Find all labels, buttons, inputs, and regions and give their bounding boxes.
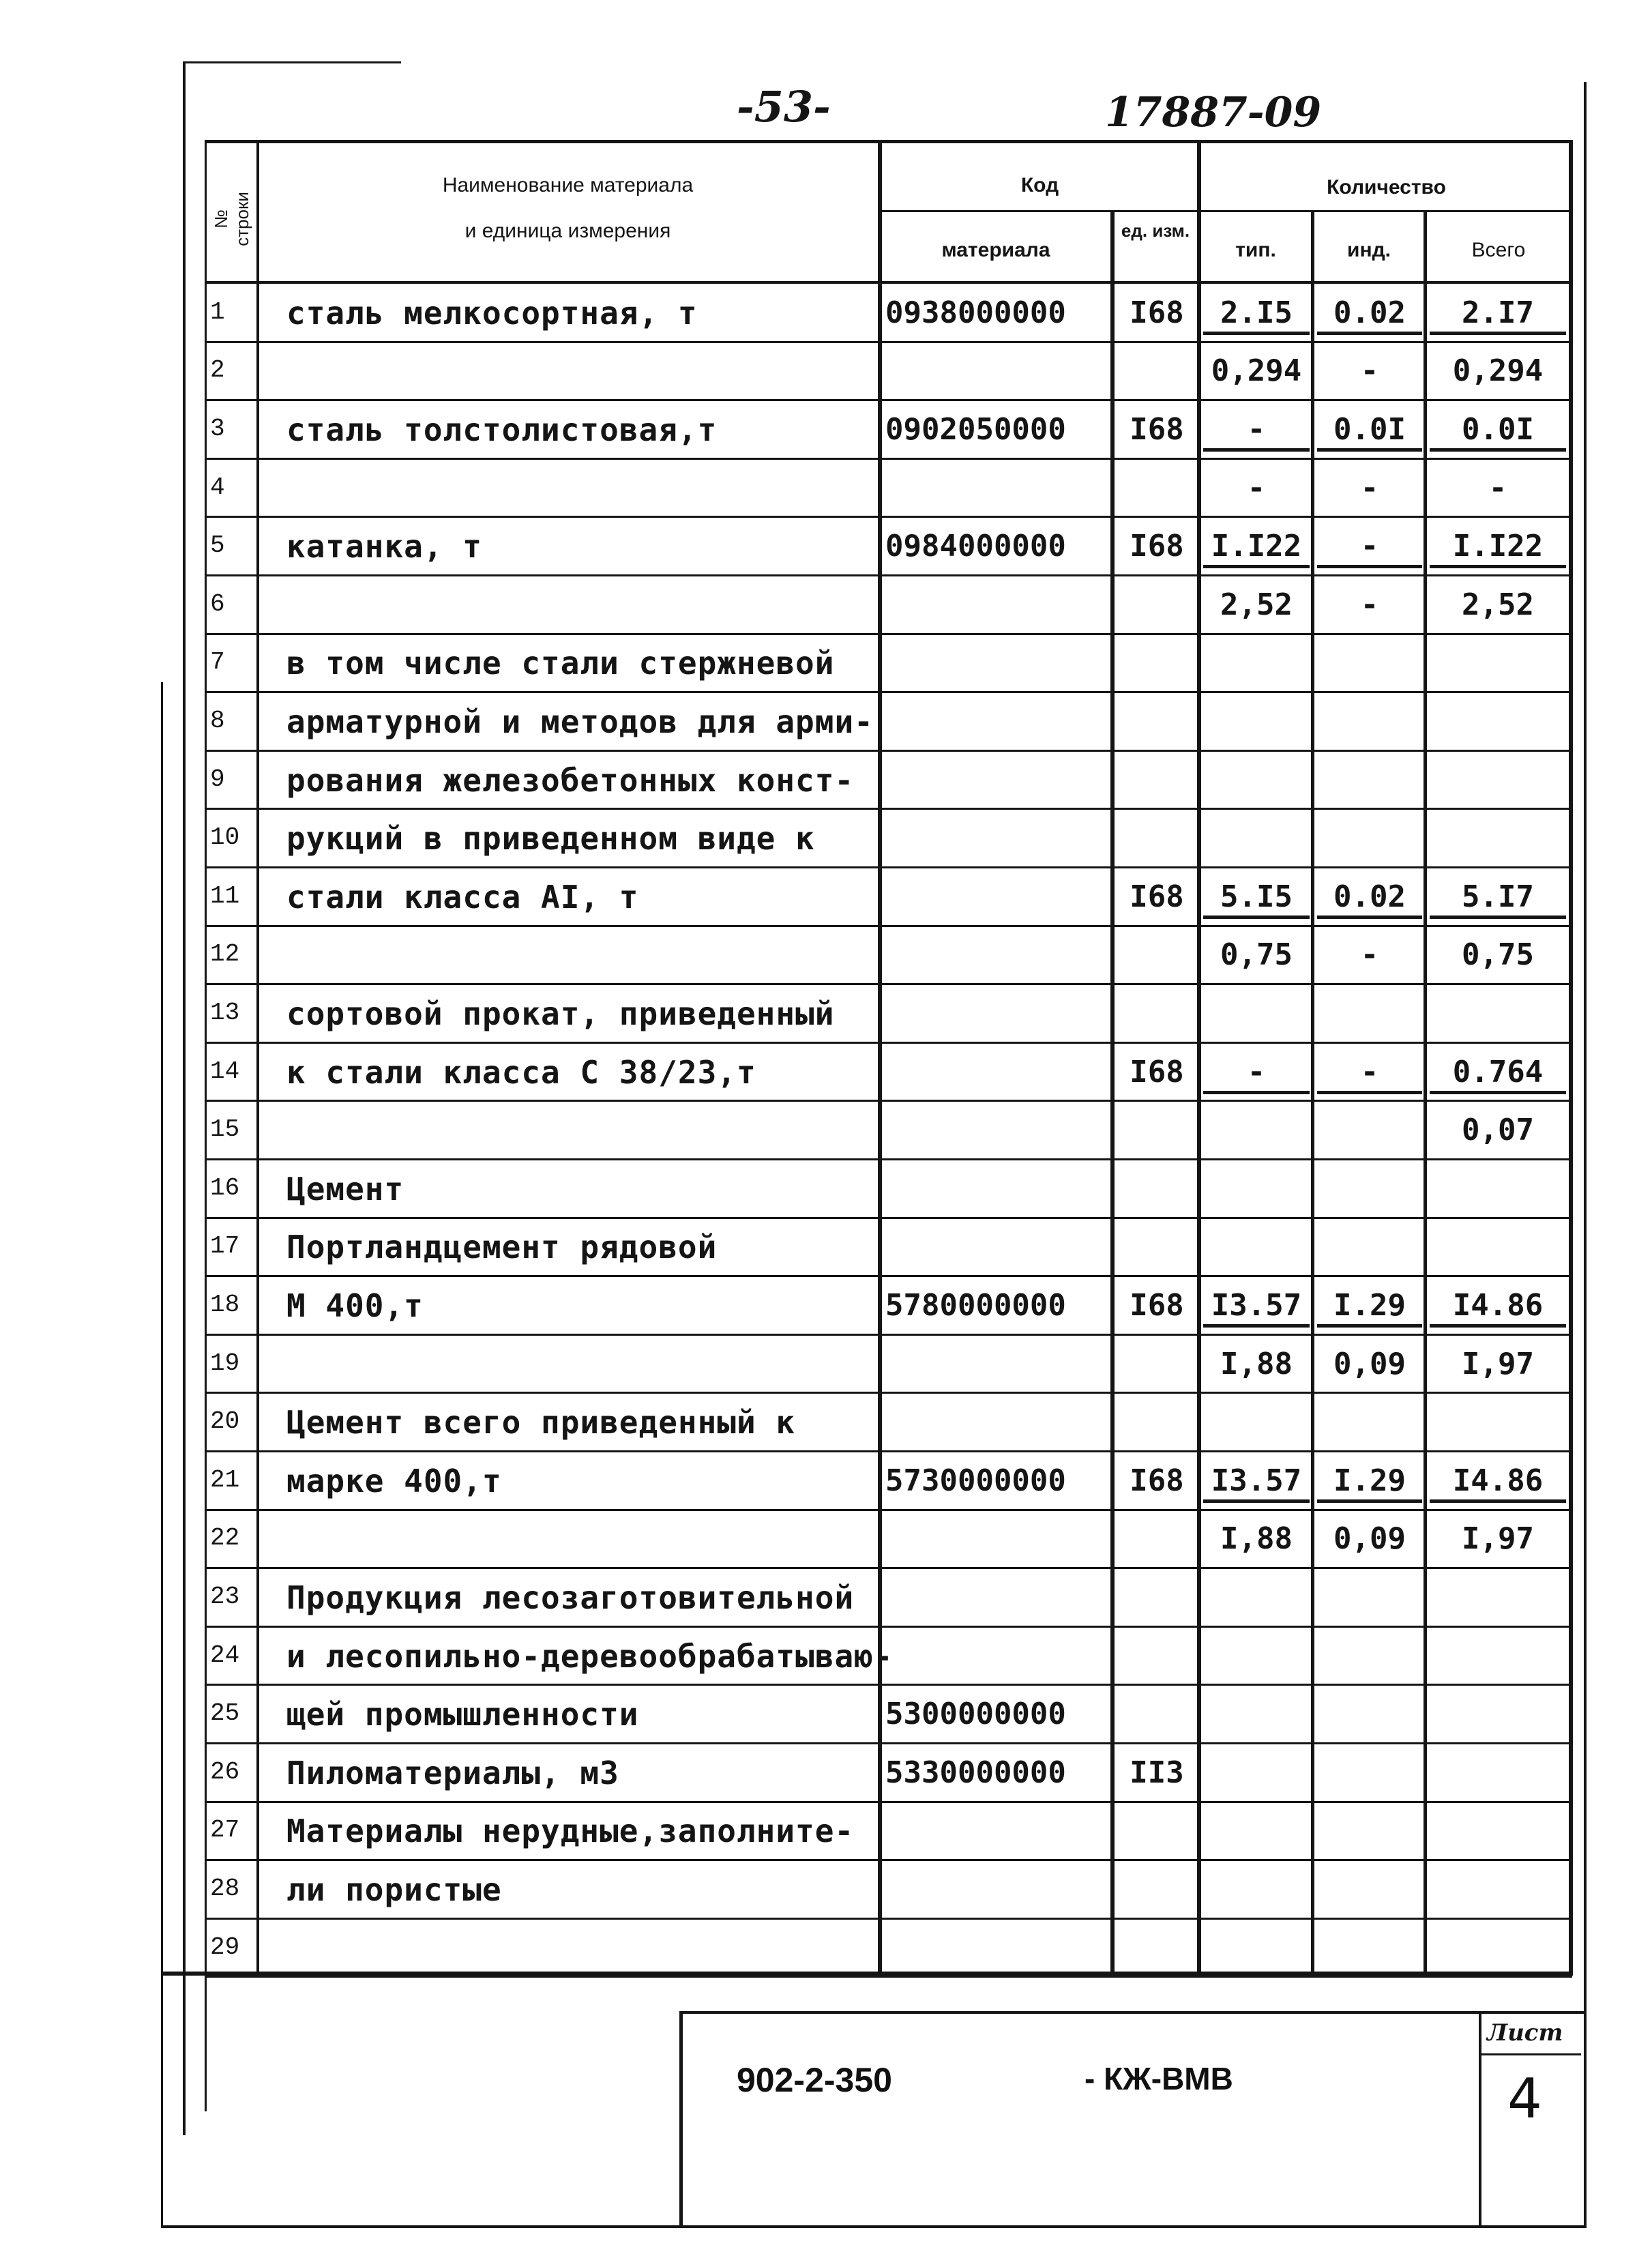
cell-typ: I,88 [1220, 1521, 1293, 1556]
cell-n: 13 [210, 999, 240, 1027]
cell-n: 15 [210, 1115, 240, 1143]
cell-ind: I.29 [1317, 1463, 1422, 1503]
cell-name: и лесопильно-деревообрабатываю- [286, 1638, 894, 1675]
header-quantity-total: Всего [1471, 239, 1526, 261]
header-code-unit: ед. изм. [1121, 220, 1190, 241]
row-separator [205, 983, 1572, 985]
titleblock-top [679, 2011, 1587, 2014]
sheet-box-sep [1479, 2053, 1581, 2055]
row-separator [205, 808, 1572, 810]
cell-total: 0,75 [1462, 937, 1534, 972]
cell-total: 2,52 [1462, 587, 1534, 622]
cell-code: 0902050000 [885, 412, 1066, 447]
document-code: 902-2-350 [737, 2061, 892, 2099]
cell-n: 24 [210, 1641, 240, 1669]
cell-typ: 2,52 [1220, 587, 1293, 622]
cell-name: марке 400,т [286, 1463, 502, 1499]
cell-name: Цемент [286, 1171, 404, 1207]
cell-unit: II3 [1130, 1755, 1184, 1790]
cell-n: 14 [210, 1057, 240, 1085]
row-separator [205, 1801, 1572, 1803]
row-separator [205, 399, 1572, 401]
cell-name: арматурной и методов для арми- [286, 703, 874, 740]
cell-name: М 400,т [286, 1287, 424, 1324]
cell-unit: I68 [1130, 529, 1184, 563]
cell-total: 0,07 [1462, 1113, 1534, 1147]
cell-typ: 5.I5 [1203, 879, 1310, 919]
document-suffix: - КЖ-ВМВ [1085, 2061, 1233, 2096]
cell-n: 27 [210, 1816, 240, 1844]
titleblock-left [679, 2012, 683, 2227]
cell-total: 5.I7 [1430, 879, 1566, 919]
cell-n: 28 [210, 1875, 240, 1903]
sheet-label: Лист [1487, 2019, 1563, 2047]
cell-total: 0.0I [1430, 412, 1566, 452]
row-separator [205, 925, 1572, 927]
cell-typ: 0,294 [1211, 353, 1302, 388]
cell-name: катанка, т [286, 528, 482, 565]
cell-name: стали класса АI, т [286, 879, 639, 915]
cell-n: 5 [210, 531, 225, 559]
header-bottom [205, 281, 1572, 284]
cell-ind: 0.02 [1317, 295, 1422, 335]
cell-ind: - [1360, 471, 1379, 506]
cell-code: 5730000000 [885, 1463, 1066, 1498]
cell-code: 5330000000 [885, 1755, 1066, 1790]
header-row-number: № строки [211, 192, 252, 246]
cell-typ: - [1203, 1055, 1310, 1094]
cell-n: 16 [210, 1174, 240, 1202]
cell-ind: - [1360, 587, 1379, 622]
row-separator [205, 1217, 1572, 1219]
document-reference: 17887-09 [1105, 89, 1322, 136]
row-separator [205, 1742, 1572, 1744]
cell-n: 22 [210, 1524, 240, 1552]
cell-name: Продукция лесозаготовительной [286, 1579, 855, 1616]
header-name-line2: и единица измерения [464, 220, 671, 242]
cell-n: 7 [210, 648, 225, 676]
header-quantity: Количество [1327, 176, 1446, 199]
cell-n: 8 [210, 707, 225, 735]
cell-ind: - [1317, 529, 1422, 568]
cell-code: 5780000000 [885, 1288, 1066, 1323]
cell-n: 23 [210, 1583, 240, 1611]
cell-n: 3 [210, 415, 225, 443]
sheet-number: 4 [1507, 2067, 1542, 2130]
cell-n: 4 [210, 473, 225, 501]
cell-total: - [1488, 471, 1507, 506]
header-code: Код [1020, 174, 1059, 196]
cell-n: 29 [210, 1933, 240, 1961]
header-quantity-typ: тип. [1235, 239, 1276, 261]
col-sep-code-qty [1197, 140, 1201, 1972]
header-name-line1: Наименование материала [442, 174, 694, 196]
row-separator [205, 574, 1572, 576]
row-separator [205, 1450, 1572, 1452]
row-separator [205, 1042, 1572, 1044]
cell-n: 1 [210, 298, 225, 326]
cell-ind: I.29 [1317, 1288, 1422, 1328]
cell-ind: - [1360, 353, 1379, 388]
cell-total: 2.I7 [1430, 295, 1566, 335]
cell-code: 5300000000 [885, 1697, 1066, 1731]
cell-total: I4.86 [1430, 1288, 1566, 1328]
cell-n: 17 [210, 1232, 240, 1260]
cell-ind: - [1317, 1055, 1422, 1094]
cell-code: 0938000000 [885, 295, 1066, 330]
table-left [205, 140, 207, 2111]
cell-code: 0984000000 [885, 529, 1066, 563]
cell-typ: 0,75 [1220, 937, 1293, 972]
cell-total: 0,294 [1452, 353, 1544, 388]
col-sep-rownum [256, 140, 259, 1972]
cell-n: 20 [210, 1407, 240, 1435]
cell-ind: 0.0I [1317, 412, 1422, 452]
cell-n: 6 [210, 590, 225, 618]
header-subsep [880, 210, 1572, 212]
row-separator [205, 1567, 1572, 1569]
table-right [1569, 140, 1573, 1975]
frame-right [1584, 82, 1587, 2227]
cell-ind: - [1360, 937, 1379, 972]
cell-name: щей промышленности [286, 1696, 639, 1733]
frame-bottom [161, 2225, 1587, 2228]
cell-n: 19 [210, 1349, 240, 1377]
cell-n: 18 [210, 1291, 240, 1319]
cell-typ: - [1247, 471, 1266, 506]
cell-total: 0.764 [1430, 1055, 1566, 1094]
col-sep-unit [1110, 211, 1115, 1972]
cell-n: 21 [210, 1466, 240, 1494]
row-separator [205, 1626, 1572, 1628]
cell-unit: I68 [1130, 412, 1184, 447]
header-code-material: материала [941, 239, 1050, 261]
cell-name: к стали класса С 38/23,т [286, 1054, 756, 1091]
row-separator [205, 691, 1572, 693]
cell-name: ли пористые [286, 1871, 502, 1908]
cell-typ: I.I22 [1203, 529, 1310, 568]
frame-outer-left [161, 682, 163, 2227]
row-separator [205, 458, 1572, 460]
cell-typ: I3.57 [1203, 1288, 1310, 1328]
cell-name: в том числе стали стержневой [286, 645, 835, 682]
cell-name: сортовой прокат, приведенный [286, 995, 835, 1032]
cell-ind: 0,09 [1333, 1521, 1406, 1556]
cell-name: рукций в приведенном виде к [286, 820, 815, 857]
cell-typ: I,88 [1220, 1347, 1293, 1381]
table-top [205, 140, 1572, 143]
row-separator [205, 1100, 1572, 1102]
col-sep-name [878, 140, 882, 1972]
cell-name: рования железобетонных конст- [286, 762, 855, 799]
sheet-box-left [1479, 2012, 1481, 2227]
cell-total: I4.86 [1430, 1463, 1566, 1503]
row-separator [205, 1158, 1572, 1160]
cell-name: сталь мелкосортная, т [286, 295, 698, 332]
row-separator [205, 1334, 1572, 1336]
col-sep-typ [1311, 211, 1314, 1972]
cell-unit: I68 [1130, 1055, 1184, 1089]
cell-name: Пиломатериалы, м3 [286, 1755, 619, 1791]
cell-n: 11 [210, 882, 240, 910]
row-separator [205, 750, 1572, 752]
row-separator [205, 1684, 1572, 1686]
cell-name: Цемент всего приведенный к [286, 1404, 796, 1441]
cell-unit: I68 [1130, 1288, 1184, 1323]
cell-n: 12 [210, 940, 240, 968]
cell-total: I.I22 [1430, 529, 1566, 568]
cell-unit: I68 [1130, 1463, 1184, 1498]
frame-top-stub [183, 61, 401, 63]
cell-unit: I68 [1130, 879, 1184, 914]
cell-name: Портландцемент рядовой [286, 1229, 718, 1265]
cell-n: 25 [210, 1699, 240, 1727]
cell-ind: 0,09 [1333, 1347, 1406, 1381]
row-separator [205, 341, 1572, 343]
row-separator [205, 1976, 1572, 1978]
cell-total: I,97 [1462, 1347, 1534, 1381]
cell-total: I,97 [1462, 1521, 1534, 1556]
cell-name: сталь толстолистовая,т [286, 411, 718, 448]
cell-n: 10 [210, 823, 240, 851]
row-separator [205, 1859, 1572, 1861]
col-sep-ind [1424, 211, 1427, 1972]
cell-typ: I3.57 [1203, 1463, 1310, 1503]
row-separator [205, 1275, 1572, 1277]
row-separator [205, 1392, 1572, 1394]
page-number: -53- [737, 82, 831, 132]
row-separator [205, 1918, 1572, 1920]
row-separator [205, 516, 1572, 518]
cell-typ: - [1203, 412, 1310, 452]
cell-name: Материалы нерудные,заполните- [286, 1813, 855, 1849]
row-separator [205, 866, 1572, 868]
frame-left [183, 61, 186, 2135]
row-separator [205, 1509, 1572, 1511]
cell-n: 9 [210, 765, 225, 793]
cell-ind: 0.02 [1317, 879, 1422, 919]
cell-n: 26 [210, 1758, 240, 1786]
row-separator [205, 633, 1572, 635]
cell-n: 2 [210, 356, 225, 384]
header-quantity-ind: инд. [1347, 239, 1391, 261]
cell-unit: I68 [1130, 295, 1184, 330]
cell-typ: 2.I5 [1203, 295, 1310, 335]
